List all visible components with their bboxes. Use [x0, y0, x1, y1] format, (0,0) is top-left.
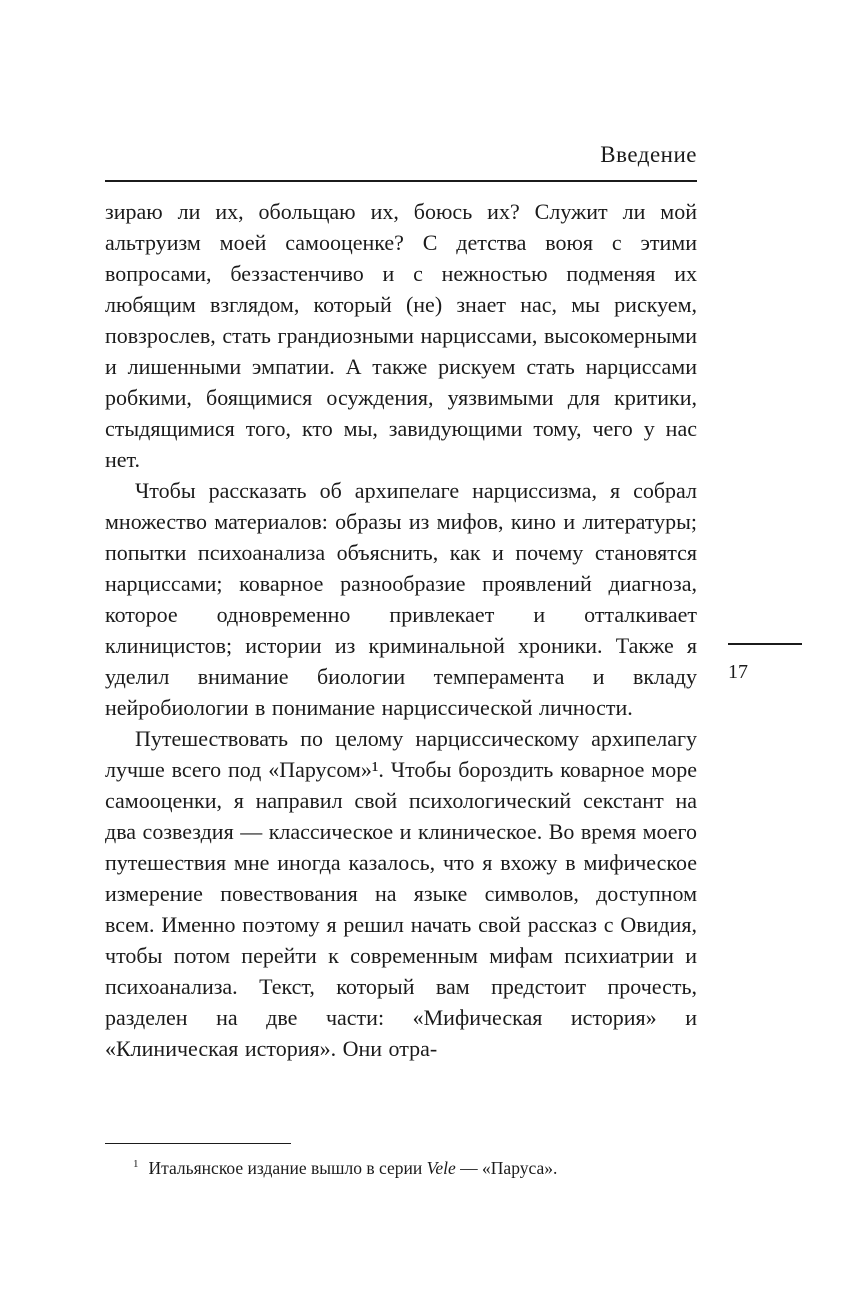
footnote-series-name: Vele: [426, 1157, 456, 1178]
paragraph-continuation: зираю ли их, обольщаю их, боюсь их? Служит ли мой альтруизм моей самооценке? С детства воюя с этими вопросами, беззастенчиво и с нежностью подменяя их любящим взглядом, который (не) знает нас, мы рискуем, повзрослев, стать грандиозными нарциссами, высокомерными и лишенными эмпатии. А также рискуем стать нарциссами робкими, боящимися осуждения, уязвимыми для критики, стыдящимися того, кто мы, завидующими тому, чего у нас нет.: [105, 199, 697, 472]
margin-page-number-block: [728, 643, 802, 683]
header-rule: [105, 180, 697, 182]
paragraph-voyage: Путешествовать по целому нарциссическому архипелагу лучше всего под «Парусом»¹. Чтобы бороздить коварное море самооценки, я направил свой психологический секстант на два созвездия — классическое и клиническое. Во время моего путешествия мне иногда казалось, что я вхожу в мифическое измерение повествования на языке символов, доступном всем. Именно поэтому я решил начать свой рассказ с Овидия, чтобы потом перейти к современным мифам психиатрии и психоанализа. Текст, который вам предстоит прочесть, разделен на две части: «Мифическая история» и «Клиническая история». Они отра-: [105, 726, 697, 1061]
paragraph-archipelago: Чтобы рассказать об архипелаге нарциссизма, я собрал множество материалов: образы из мифов, кино и литературы; попытки психоанализа объяснить, как и почему становятся нарциссами; коварное разнообразие проявлений диагноза, которое одновременно привлекает и отталкивает клиницистов; истории из криминальной хроники. Также я уделил внимание биологии темперамента и вкладу нейробиологии в понимание нарциссической личности.: [105, 478, 697, 720]
margin-rule: [728, 643, 802, 645]
footnote: [105, 1143, 697, 1179]
running-header: Введение: [600, 142, 697, 167]
text-column: [105, 142, 697, 1064]
footnote-text-before: Итальянское издание вышло в серии: [148, 1157, 427, 1178]
footnote-rule: [105, 1143, 291, 1144]
footnote-text-after: — «Паруса».: [455, 1157, 558, 1178]
footnote-text: [105, 1153, 697, 1179]
page-number: 17: [728, 661, 748, 683]
footnote-marker: 1: [133, 1158, 139, 1170]
body-text: [105, 196, 697, 1064]
